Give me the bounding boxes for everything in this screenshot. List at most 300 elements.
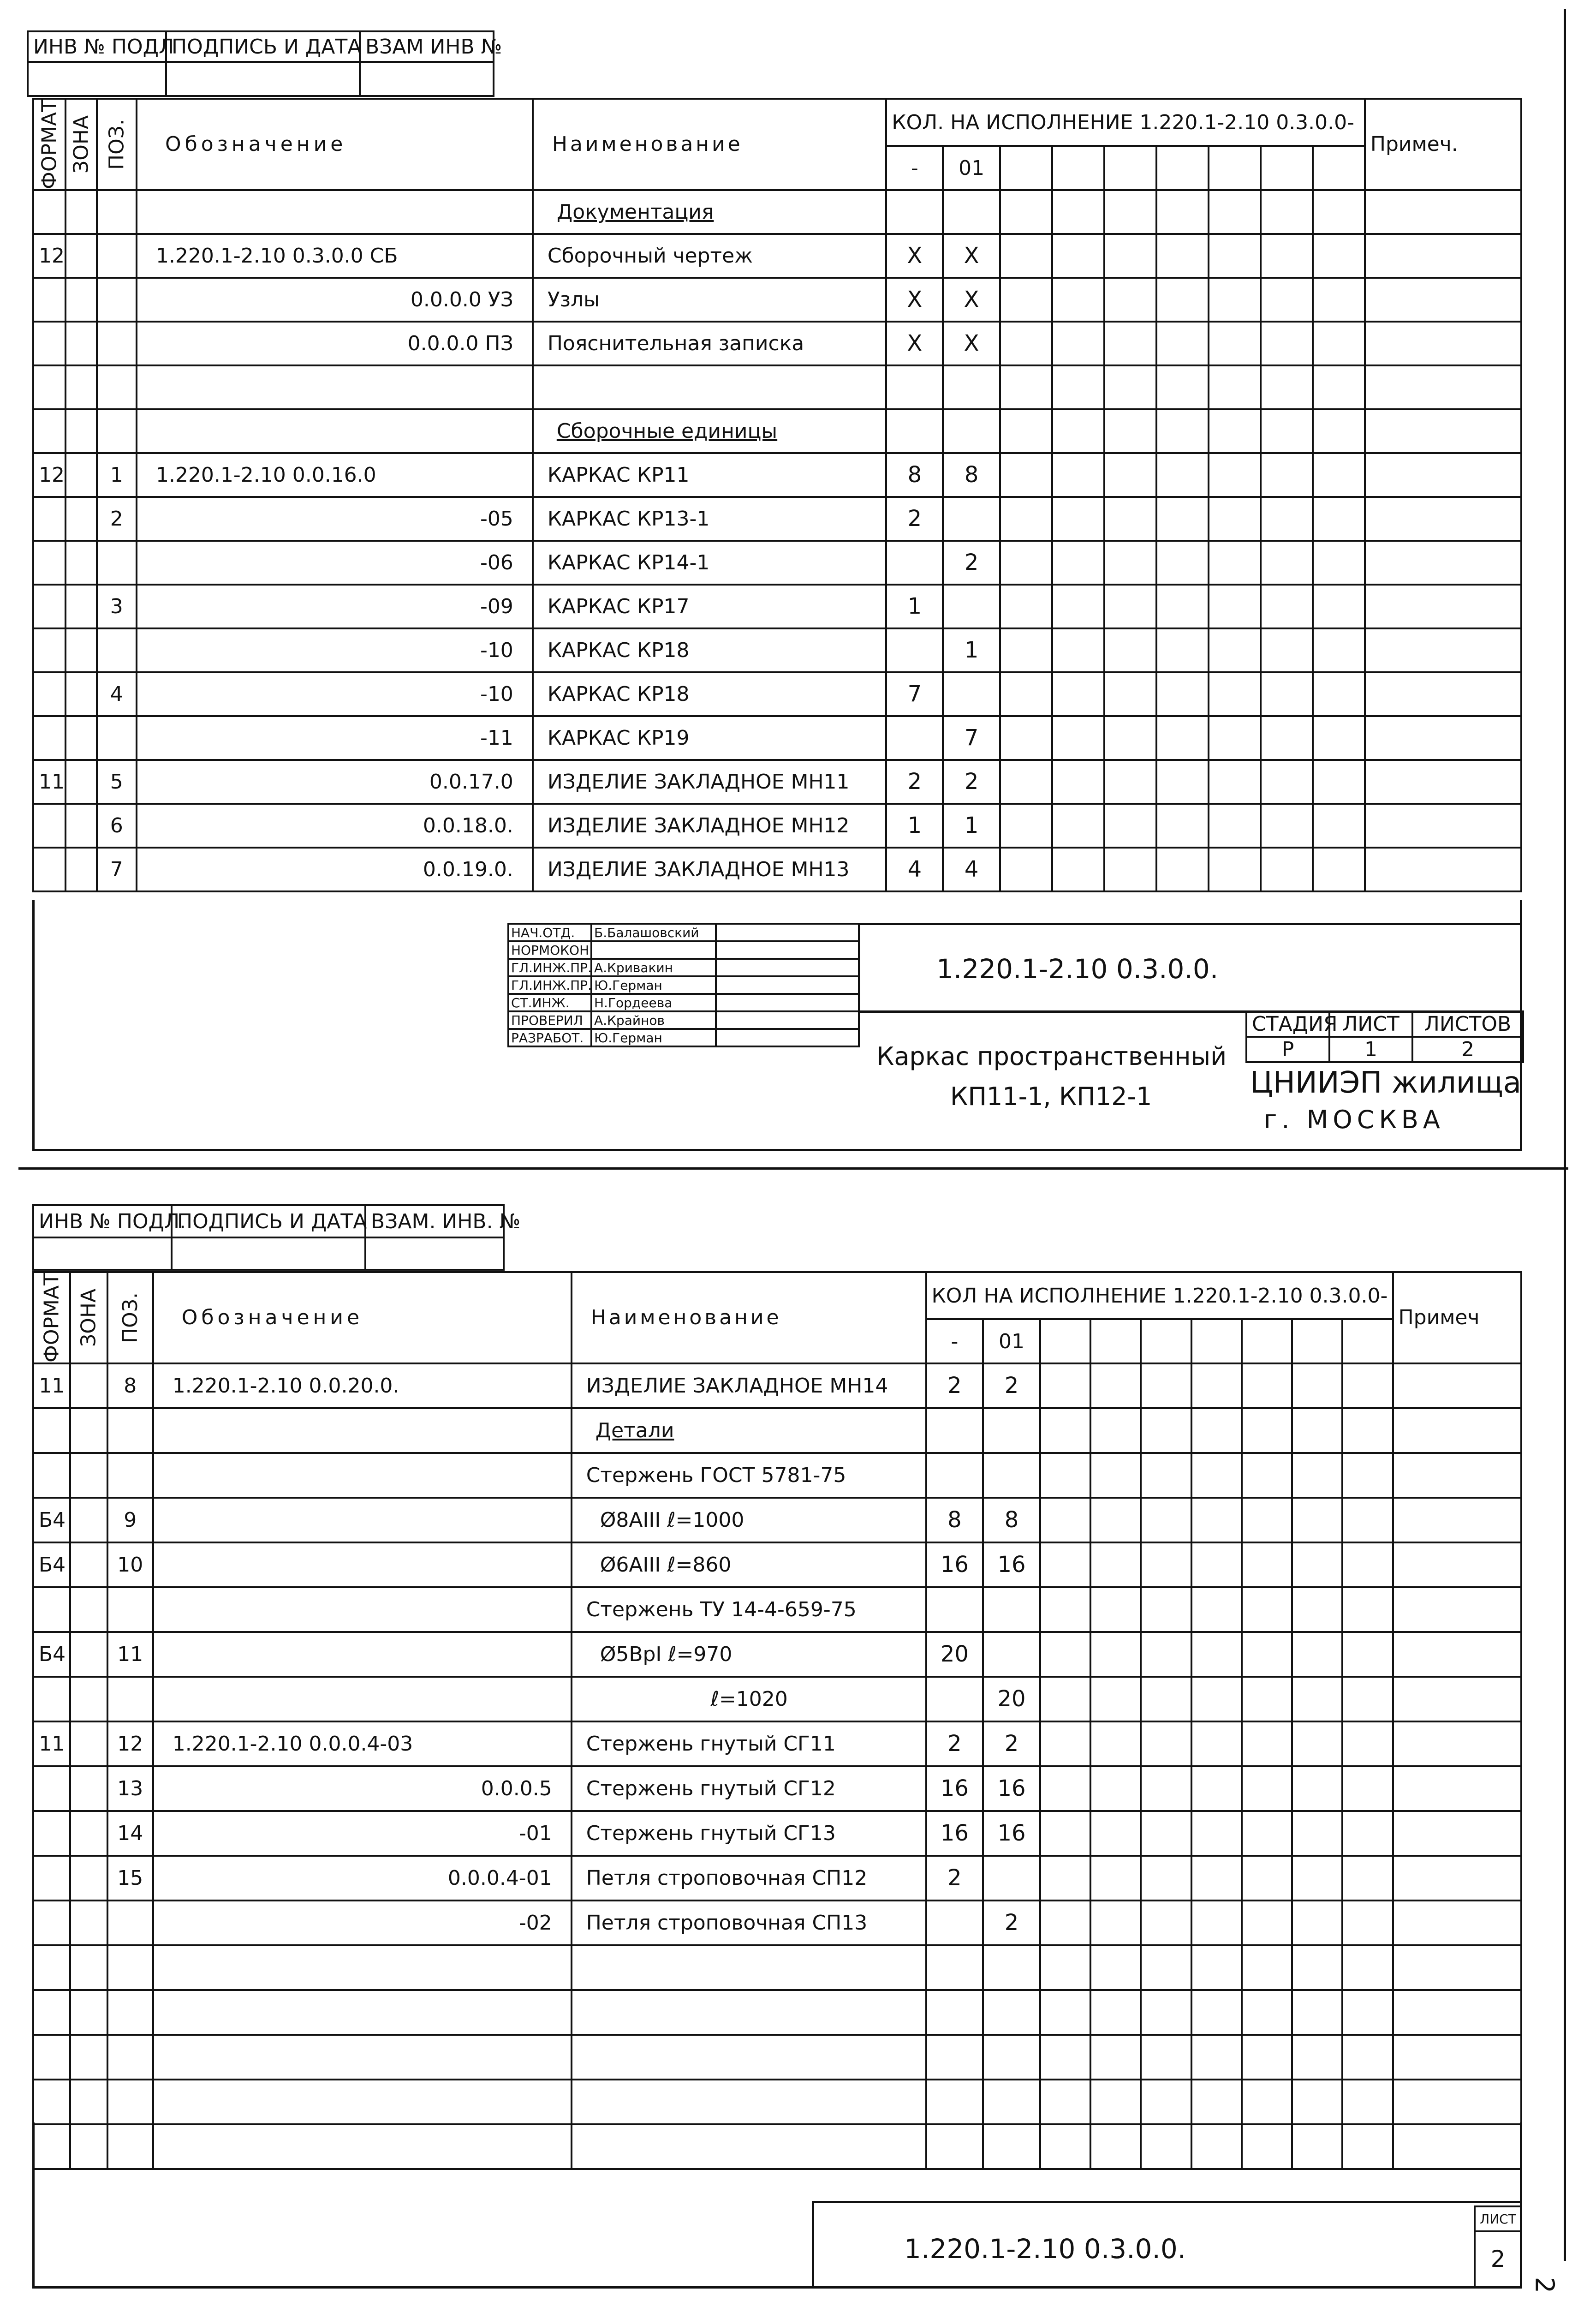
cell-name: ИЗДЕЛИЕ ЗАКЛАДНОЕ МН14: [572, 1363, 926, 1408]
table-row: [33, 322, 1521, 365]
cell-zone: [70, 2080, 107, 2124]
table-row: [33, 1945, 1521, 1990]
signer-name: Б.Балашовский: [591, 924, 716, 941]
cell-empty: [1000, 716, 1052, 760]
cell-designation: 1.220.1-2.10 0.0.0.4-03: [153, 1721, 572, 1766]
col-zone-2: ЗОНА: [70, 1272, 107, 1363]
cell-qty-1: [926, 1990, 983, 2035]
cell-zone: [66, 453, 97, 497]
cell-format: [33, 365, 66, 409]
cell-empty: [1191, 1721, 1242, 1766]
cell-empty: [1342, 1721, 1393, 1766]
cell-designation: [153, 2035, 572, 2080]
cell-empty: [1209, 234, 1261, 278]
cell-pos: [107, 1587, 153, 1632]
cell-qty-1: X: [886, 278, 943, 322]
cell-empty: [1000, 190, 1052, 234]
table-row: [33, 848, 1521, 891]
cell-empty: [1141, 1587, 1191, 1632]
signer-role: РАЗРАБОТ.: [508, 1029, 591, 1046]
cell-empty: [1104, 716, 1156, 760]
table-row: [33, 672, 1521, 716]
cell-empty: [1313, 190, 1365, 234]
cell-empty: [1209, 190, 1261, 234]
cell-empty: [1191, 1498, 1242, 1542]
cell-empty: [1393, 1901, 1521, 1945]
cell-zone: [70, 1766, 107, 1811]
col-pos: ПОЗ.: [97, 99, 137, 190]
cell-qty-2: 16: [983, 1766, 1040, 1811]
cell-designation: 0.0.0.4-01: [153, 1856, 572, 1901]
cell-empty: [1000, 541, 1052, 585]
cell-format: [33, 322, 66, 365]
cell-empty: [1313, 760, 1365, 804]
cell-empty: [1209, 322, 1261, 365]
table-row: [33, 1363, 1521, 1408]
cell-name: ИЗДЕЛИЕ ЗАКЛАДНОЕ МН12: [533, 804, 886, 848]
cell-empty: [1090, 1363, 1141, 1408]
cell-empty: [1342, 2035, 1393, 2080]
cell-designation: -05: [137, 497, 533, 541]
cell-empty: [1242, 1766, 1292, 1811]
cell-empty: [1000, 628, 1052, 672]
cell-empty: [1313, 848, 1365, 891]
signer-name: А.Кривакин: [591, 959, 716, 976]
cell-qty-1: 2: [926, 1721, 983, 1766]
signer-name: Ю.Герман: [591, 976, 716, 994]
cell-empty: [1141, 1990, 1191, 2035]
cell-empty: [1040, 1677, 1090, 1721]
cell-zone: [66, 409, 97, 453]
cell-empty: [1090, 2035, 1141, 2080]
cell-empty: [1292, 1945, 1342, 1990]
cell-empty: [1141, 1856, 1191, 1901]
stage-value: Р: [1246, 1037, 1329, 1062]
cell-empty: [1052, 804, 1104, 848]
cell-empty: [1104, 672, 1156, 716]
cell-zone: [70, 1990, 107, 2035]
cell-designation: 0.0.0.0 ПЗ: [137, 322, 533, 365]
cell-empty: [1052, 453, 1104, 497]
cell-empty: [1052, 278, 1104, 322]
cell-empty: [1141, 1901, 1191, 1945]
cell-zone: [66, 541, 97, 585]
cell-qty-1: 16: [926, 1766, 983, 1811]
cell-empty: [1342, 1811, 1393, 1856]
cell-empty: [1393, 1453, 1521, 1498]
cell-empty: [1141, 1632, 1191, 1677]
stage-table: [1245, 1010, 1524, 1063]
cell-empty: [1104, 848, 1156, 891]
cell-empty: [1313, 453, 1365, 497]
cell-qty-1: 2: [926, 1856, 983, 1901]
cell-pos: 8: [107, 1363, 153, 1408]
cell-empty: [1292, 1811, 1342, 1856]
cell-empty: [1342, 1542, 1393, 1587]
cell-designation: [153, 1542, 572, 1587]
cell-qty-1: 2: [926, 1363, 983, 1408]
cell-designation: 0.0.0.5: [153, 1766, 572, 1811]
signer-row: [508, 994, 859, 1011]
cell-format: [33, 2080, 70, 2124]
cell-empty: [1365, 322, 1521, 365]
cell-empty: [1040, 1587, 1090, 1632]
cell-empty: [1090, 1453, 1141, 1498]
cell-pos: [107, 1408, 153, 1453]
cell-empty: [1156, 190, 1209, 234]
cell-name: КАРКАС КР11: [533, 453, 886, 497]
cell-empty: [1052, 190, 1104, 234]
cell-empty: [1313, 497, 1365, 541]
col-qty-v1: -: [886, 146, 943, 190]
cell-qty-2: [943, 585, 1000, 628]
inv-no-label: ИНВ № ПОДЛ: [28, 31, 166, 62]
cell-zone: [66, 804, 97, 848]
cell-empty: [1313, 409, 1365, 453]
cell-name: КАРКАС КР14-1: [533, 541, 886, 585]
cell-empty: [1090, 1811, 1141, 1856]
cell-empty: [1393, 1945, 1521, 1990]
cell-qty-2: [943, 365, 1000, 409]
cell-format: [33, 1766, 70, 1811]
cell-empty: [1090, 1498, 1141, 1542]
cell-empty: [1292, 1632, 1342, 1677]
cell-empty: [1313, 804, 1365, 848]
cell-empty: [1104, 409, 1156, 453]
footer-sheet-box: [1474, 2205, 1522, 2288]
cell-empty: [1292, 1587, 1342, 1632]
cell-designation: [137, 409, 533, 453]
signer-row: [508, 941, 859, 959]
cell-empty: [1292, 1990, 1342, 2035]
cell-name: Сборочные единицы: [533, 409, 886, 453]
cell-empty: [1141, 1945, 1191, 1990]
cell-empty: [1313, 585, 1365, 628]
cell-format: [33, 190, 66, 234]
cell-empty: [1313, 716, 1365, 760]
cell-qty-1: [886, 409, 943, 453]
cell-empty: [1104, 541, 1156, 585]
cell-empty: [1191, 1632, 1242, 1677]
cell-empty: [1393, 1677, 1521, 1721]
table-row: [33, 1766, 1521, 1811]
cell-pos: [97, 541, 137, 585]
cell-empty: [1209, 628, 1261, 672]
signer-row: [508, 1029, 859, 1046]
col-qty-title: КОЛ. НА ИСПОЛНЕНИЕ 1.220.1-2.10 0.3.0.0-: [886, 99, 1365, 146]
cell-designation: -10: [137, 628, 533, 672]
cell-empty: [1393, 1721, 1521, 1766]
table-row: [33, 1677, 1521, 1721]
signer-name: Ю.Герман: [591, 1029, 716, 1046]
cell-empty: [1313, 541, 1365, 585]
cell-empty: [1156, 278, 1209, 322]
cell-name: Детали: [572, 1408, 926, 1453]
table-row: [33, 1632, 1521, 1677]
table-row: [33, 628, 1521, 672]
table-row: [33, 278, 1521, 322]
cell-empty: [1365, 278, 1521, 322]
cell-empty: [1242, 2080, 1292, 2124]
cell-zone: [66, 848, 97, 891]
cell-empty: [1261, 760, 1313, 804]
cell-empty: [1156, 409, 1209, 453]
cell-designation: [153, 2080, 572, 2124]
inv-no-label-2: ИНВ № ПОДЛ.: [33, 1205, 172, 1237]
signer-signature: [716, 994, 859, 1011]
cell-empty: [1090, 1542, 1141, 1587]
cell-empty: [1156, 234, 1209, 278]
cell-format: [33, 1408, 70, 1453]
cell-empty: [1342, 1990, 1393, 2035]
cell-pos: 7: [97, 848, 137, 891]
cell-empty: [1261, 322, 1313, 365]
cell-pos: 6: [97, 804, 137, 848]
cell-format: [33, 497, 66, 541]
cell-name: Петля строповочная СП12: [572, 1856, 926, 1901]
cell-pos: 4: [97, 672, 137, 716]
cell-format: [33, 1990, 70, 2035]
table-row: [33, 497, 1521, 541]
cell-name: ИЗДЕЛИЕ ЗАКЛАДНОЕ МН13: [533, 848, 886, 891]
cell-qty-2: [983, 1453, 1040, 1498]
cell-qty-1: [886, 628, 943, 672]
cell-qty-1: [926, 2080, 983, 2124]
cell-empty: [1393, 1542, 1521, 1587]
cell-empty: [1156, 365, 1209, 409]
cell-empty: [1242, 1542, 1292, 1587]
signer-row: [508, 959, 859, 976]
cell-empty: [1141, 1766, 1191, 1811]
cell-pos: 15: [107, 1856, 153, 1901]
cell-empty: [1365, 541, 1521, 585]
cell-format: [33, 2035, 70, 2080]
approval-header-1: [27, 30, 502, 97]
cell-format: [33, 409, 66, 453]
signatures-stamp: [507, 923, 860, 1047]
signer-signature: [716, 1029, 859, 1046]
cell-empty: [1209, 541, 1261, 585]
cell-format: [33, 541, 66, 585]
cell-empty: [1342, 1408, 1393, 1453]
cell-empty: [1342, 2080, 1393, 2124]
cell-format: Б4: [33, 1542, 70, 1587]
cell-zone: [70, 1945, 107, 1990]
cell-designation: [153, 1632, 572, 1677]
cell-empty: [1342, 1945, 1393, 1990]
cell-empty: [1191, 2035, 1242, 2080]
cell-format: [33, 585, 66, 628]
cell-empty: [1242, 1632, 1292, 1677]
cell-pos: 12: [107, 1721, 153, 1766]
cell-zone: [70, 1408, 107, 1453]
cell-empty: [1292, 1542, 1342, 1587]
cell-empty: [1365, 453, 1521, 497]
cell-empty: [1052, 760, 1104, 804]
cell-empty: [1191, 1766, 1242, 1811]
cell-empty: [1393, 1766, 1521, 1811]
cell-format: 11: [33, 1721, 70, 1766]
signer-signature: [716, 924, 859, 941]
cell-empty: [1292, 1766, 1342, 1811]
cell-empty: [1191, 2080, 1242, 2124]
cell-empty: [1040, 1721, 1090, 1766]
cell-empty: [1104, 497, 1156, 541]
signer-role: СТ.ИНЖ.: [508, 994, 591, 1011]
cell-empty: [1365, 409, 1521, 453]
cell-zone: [70, 1677, 107, 1721]
cell-empty: [1342, 1856, 1393, 1901]
cell-empty: [1040, 1363, 1090, 1408]
cell-format: [33, 848, 66, 891]
footer-sheet-number: 2: [1475, 2231, 1521, 2287]
cell-pos: 10: [107, 1542, 153, 1587]
cell-qty-1: [886, 716, 943, 760]
cell-empty: [1261, 804, 1313, 848]
table-row: [33, 585, 1521, 628]
cell-empty: [1209, 760, 1261, 804]
cell-pos: 5: [97, 760, 137, 804]
cell-format: 12: [33, 234, 66, 278]
cell-empty: [1000, 234, 1052, 278]
cell-empty: [1342, 1677, 1393, 1721]
col-name: Наименование: [533, 99, 886, 190]
cell-empty: [1156, 848, 1209, 891]
cell-qty-1: [926, 1945, 983, 1990]
cell-format: [33, 672, 66, 716]
cell-designation: [153, 1498, 572, 1542]
cell-empty: [1242, 1453, 1292, 1498]
cell-empty: [1090, 1587, 1141, 1632]
cell-pos: [97, 278, 137, 322]
cell-empty: [1209, 585, 1261, 628]
table-row: [33, 1453, 1521, 1498]
cell-qty-1: 8: [886, 453, 943, 497]
cell-format: [33, 1811, 70, 1856]
cell-empty: [1104, 804, 1156, 848]
cell-designation: -06: [137, 541, 533, 585]
cell-empty: [1090, 1721, 1141, 1766]
cell-designation: [153, 1453, 572, 1498]
cell-empty: [1090, 1990, 1141, 2035]
cell-empty: [1191, 1945, 1242, 1990]
cell-empty: [1191, 1677, 1242, 1721]
signer-name: А.Крайнов: [591, 1011, 716, 1029]
cell-empty: [1209, 409, 1261, 453]
cell-qty-1: [926, 1453, 983, 1498]
cell-name: КАРКАС КР19: [533, 716, 886, 760]
cell-empty: [1104, 190, 1156, 234]
cell-zone: [70, 1811, 107, 1856]
cell-qty-2: [943, 497, 1000, 541]
cell-empty: [1209, 365, 1261, 409]
cell-designation: 0.0.19.0.: [137, 848, 533, 891]
cell-empty: [1242, 1990, 1292, 2035]
cell-qty-1: 2: [886, 497, 943, 541]
cell-empty: [1104, 322, 1156, 365]
cell-empty: [1365, 760, 1521, 804]
cell-empty: [1393, 1856, 1521, 1901]
cell-empty: [1000, 804, 1052, 848]
cell-empty: [1156, 497, 1209, 541]
cell-format: [33, 804, 66, 848]
cell-designation: [153, 1408, 572, 1453]
cell-zone: [66, 365, 97, 409]
cell-empty: [1090, 2080, 1141, 2124]
cell-pos: 11: [107, 1632, 153, 1677]
table-row: [33, 1856, 1521, 1901]
cell-qty-1: 2: [886, 760, 943, 804]
cell-empty: [1052, 628, 1104, 672]
cell-zone: [66, 716, 97, 760]
cell-empty: [1261, 190, 1313, 234]
sheets-label: ЛИСТОВ: [1412, 1011, 1523, 1037]
sheet-value: 1: [1329, 1037, 1412, 1062]
cell-empty: [1040, 1856, 1090, 1901]
cell-qty-2: [983, 1856, 1040, 1901]
table-row: [33, 190, 1521, 234]
cell-empty: [1141, 1542, 1191, 1587]
cell-pos: [97, 365, 137, 409]
cell-qty-1: 20: [926, 1632, 983, 1677]
footer-sheet-label: ЛИСТ: [1475, 2206, 1521, 2231]
cell-empty: [1156, 760, 1209, 804]
table-row: [33, 1721, 1521, 1766]
signer-row: [508, 976, 859, 994]
table-row: [33, 804, 1521, 848]
cell-qty-1: 4: [886, 848, 943, 891]
cell-empty: [1040, 1990, 1090, 2035]
cell-pos: [107, 1453, 153, 1498]
cell-name: Документация: [533, 190, 886, 234]
cell-empty: [1141, 1408, 1191, 1453]
cell-empty: [1104, 234, 1156, 278]
cell-empty: [1141, 2080, 1191, 2124]
replace-inv-label-2: ВЗАМ. ИНВ. №: [365, 1205, 504, 1237]
cell-empty: [1365, 672, 1521, 716]
cell-pos: 2: [97, 497, 137, 541]
cell-empty: [1209, 497, 1261, 541]
cell-designation: 1.220.1-2.10 0.3.0.0 СБ: [137, 234, 533, 278]
cell-name: КАРКАС КР18: [533, 628, 886, 672]
cell-qty-2: [943, 672, 1000, 716]
signature-date-label: ПОДПИСЬ И ДАТА: [166, 31, 360, 62]
cell-empty: [1365, 716, 1521, 760]
cell-empty: [1209, 804, 1261, 848]
cell-empty: [1292, 2035, 1342, 2080]
cell-empty: [1040, 1542, 1090, 1587]
col-pos-2: ПОЗ.: [107, 1272, 153, 1363]
cell-qty-1: 7: [886, 672, 943, 716]
cell-zone: [70, 1856, 107, 1901]
cell-empty: [1000, 453, 1052, 497]
cell-format: 12: [33, 453, 66, 497]
cell-empty: [1261, 628, 1313, 672]
margin-sheet-mark: 2: [1529, 2277, 1560, 2294]
spec-table-1: [32, 98, 1522, 892]
cell-name: Ø5ВрI ℓ=970: [572, 1632, 926, 1677]
cell-empty: [1191, 1811, 1242, 1856]
cell-format: Б4: [33, 1632, 70, 1677]
right-margin-line: [1564, 9, 1566, 2261]
cell-name: [572, 2080, 926, 2124]
cell-empty: [1156, 541, 1209, 585]
cell-zone: [70, 1587, 107, 1632]
cell-pos: 14: [107, 1811, 153, 1856]
cell-qty-2: 2: [943, 541, 1000, 585]
cell-empty: [1313, 234, 1365, 278]
cell-format: [33, 1677, 70, 1721]
